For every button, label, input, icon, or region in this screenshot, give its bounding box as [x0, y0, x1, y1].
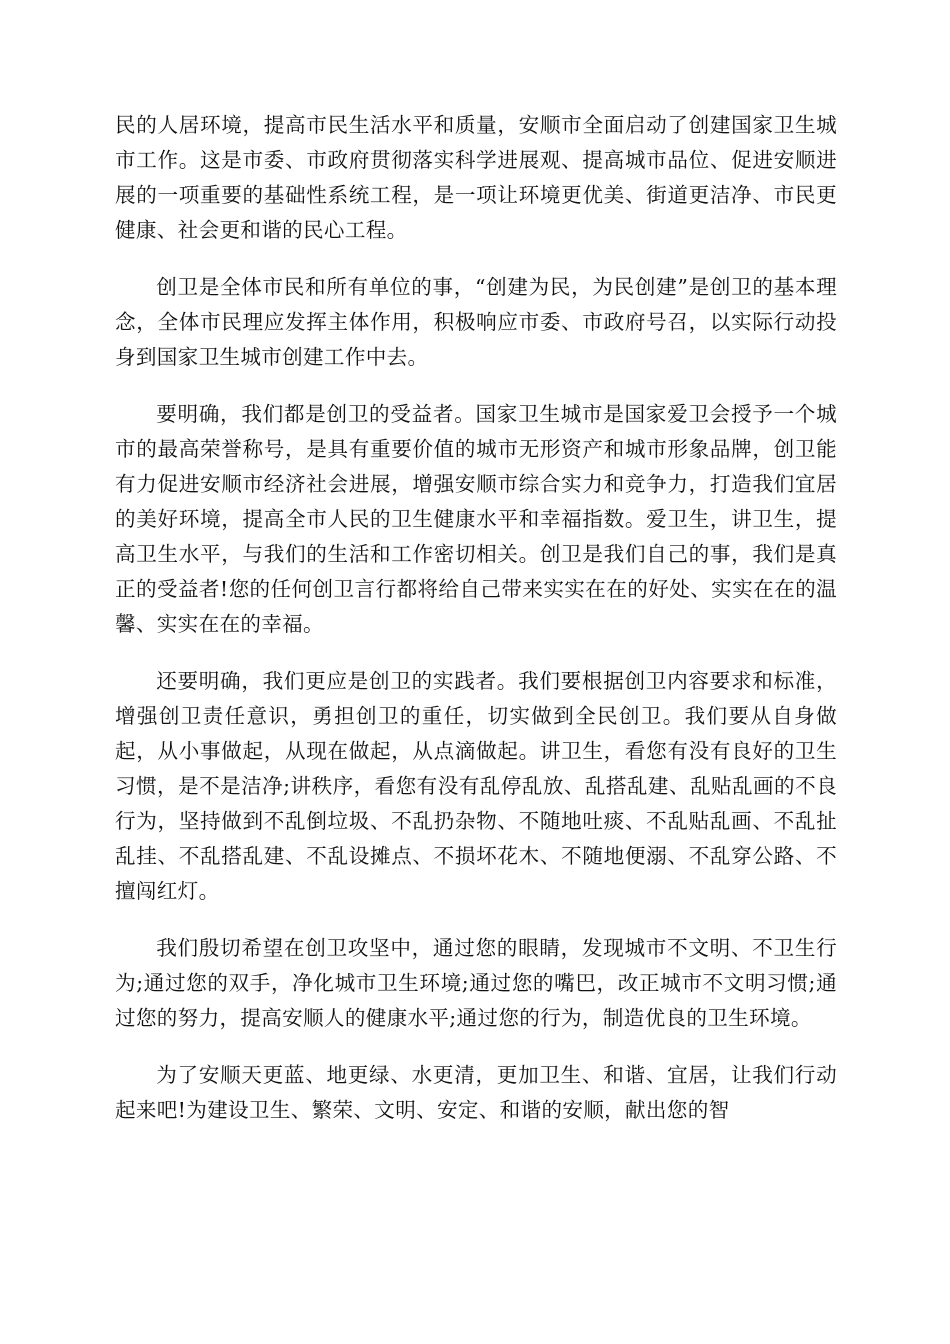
paragraph-4: 还要明确，我们更应是创卫的实践者。我们要根据创卫内容要求和标准，增强创卫责任意识，勇担创卫的重任，切实做到全民创卫。我们要从自身做起，从小事做起，从现在做起，从点滴做起。讲卫生，看您有没有良好的卫生习惯，是不是洁净;讲秩序，看您有没有乱停乱放、乱搭乱建、乱贴乱画的不良行为，坚持做到不乱倒垃圾、不乱扔杂物、不随地吐痰、不乱贴乱画、不乱扯乱挂、不乱搭乱建、不乱设摊点、不损坏花木、不随地便溺、不乱穿公路、不擅闯红灯。 [115, 669, 837, 903]
paragraph-6: 为了安顺天更蓝、地更绿、水更清，更加卫生、和谐、宜居，让我们行动起来吧!为建设卫生、繁荣、文明、安定、和谐的安顺，献出您的智 [115, 1063, 837, 1122]
paragraph-5: 我们殷切希望在创卫攻坚中，通过您的眼睛，发现城市不文明、不卫生行为;通过您的双手，净化城市卫生环境;通过您的嘴巴，改正城市不文明习惯;通过您的努力，提高安顺人的健康水平;通过您的行为，制造优良的卫生环境。 [115, 936, 837, 1030]
paragraph-2: 创卫是全体市民和所有单位的事，“创建为民，为民创建”是创卫的基本理念，全体市民理应发挥主体作用，积极响应市委、市政府号召，以实际行动投身到国家卫生城市创建工作中去。 [115, 275, 837, 369]
document-page [115, 108, 837, 1150]
paragraph-1: 民的人居环境，提高市民生活水平和质量，安顺市全面启动了创建国家卫生城市工作。这是市委、市政府贯彻落实科学进展观、提高城市品位、促进安顺进展的一项重要的基础性系统工程，是一项让环境更优美、街道更洁净、市民更健康、社会更和谐的民心工程。 [115, 113, 837, 242]
paragraph-3: 要明确，我们都是创卫的受益者。国家卫生城市是国家爱卫会授予一个城市的最高荣誉称号，是具有重要价值的城市无形资产和城市形象品牌，创卫能有力促进安顺市经济社会进展，增强安顺市综合实力和竞争力，打造我们宜居的美好环境，提高全市人民的卫生健康水平和幸福指数。爱卫生，讲卫生，提高卫生水平，与我们的生活和工作密切相关。创卫是我们自己的事，我们是真正的受益者!您的任何创卫言行都将给自己带来实实在在的好处、实实在在的温馨、实实在在的幸福。 [115, 402, 837, 636]
